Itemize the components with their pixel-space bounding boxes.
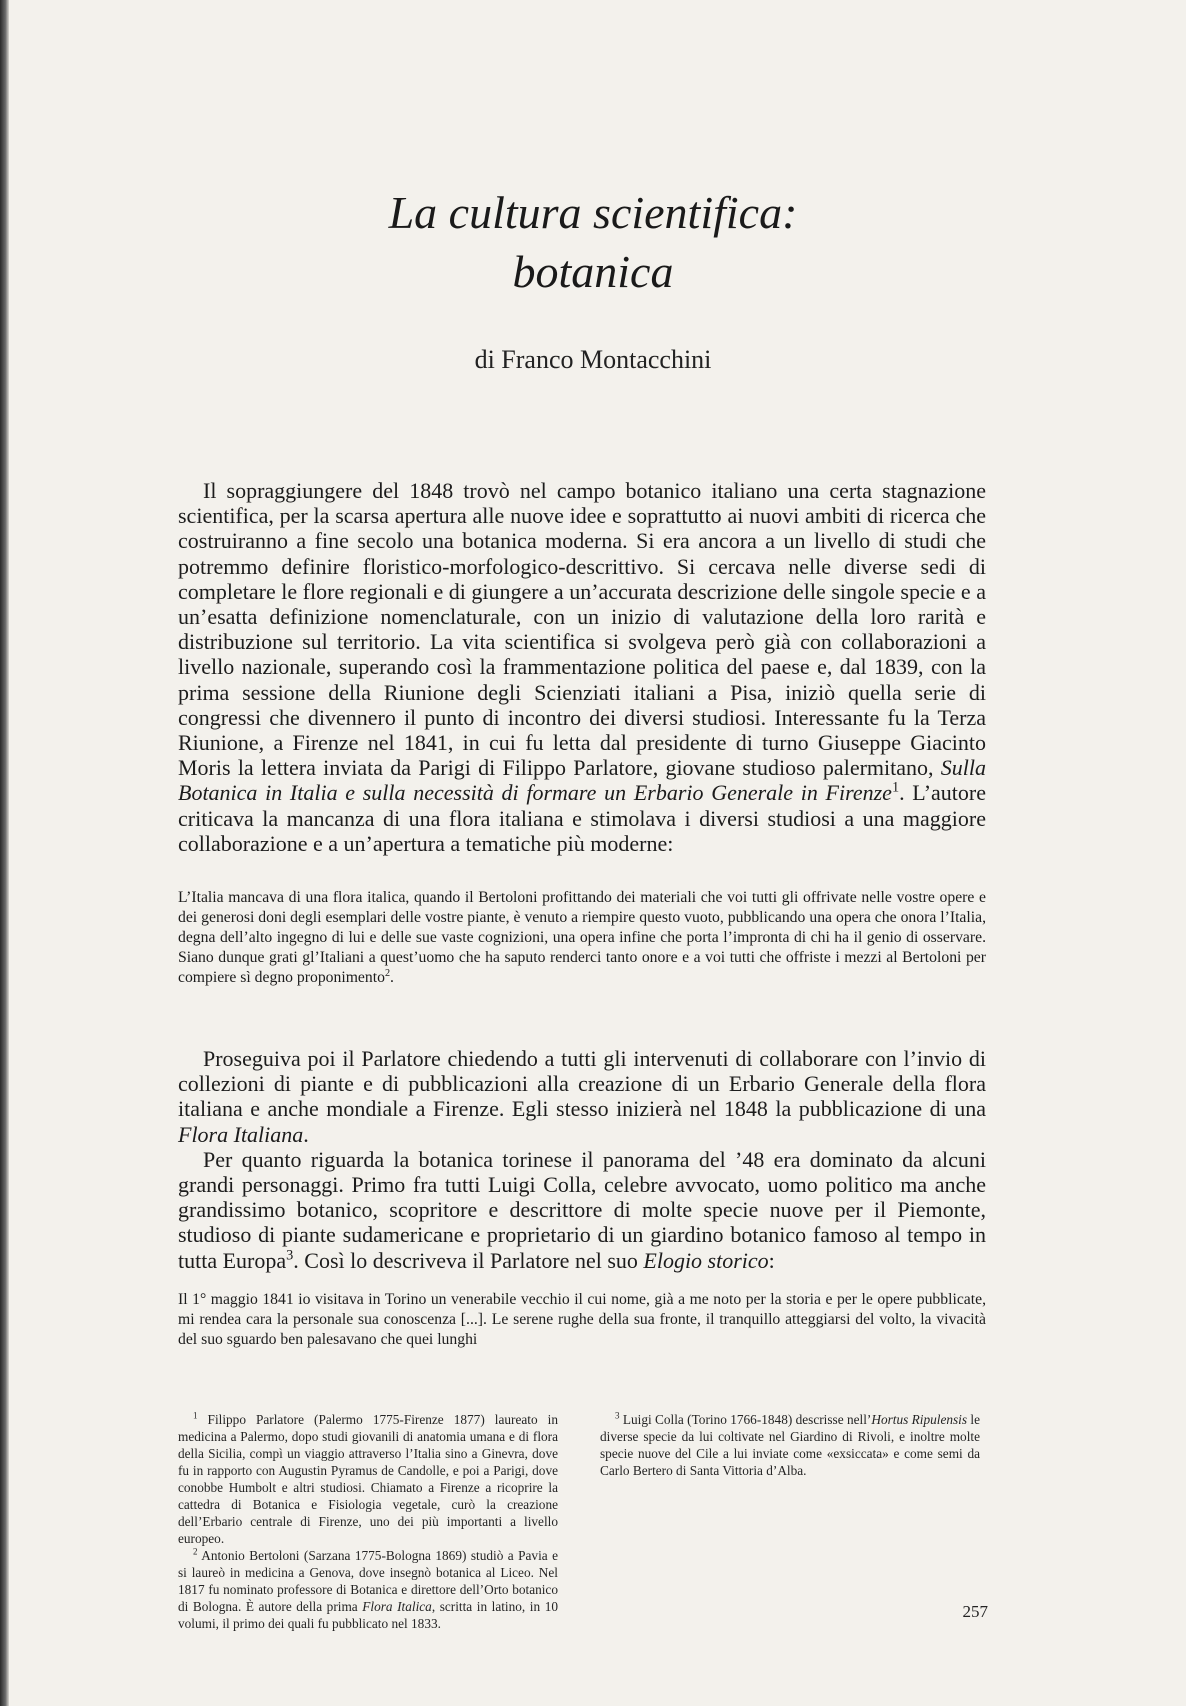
- parlatore-letter-title: Sulla Botanica in Italia e sulla necessità di formare un Erbario Generale in Firenze: [178, 755, 987, 806]
- footnote-3: [600, 1411, 980, 1479]
- body-paragraph-2: [178, 1046, 986, 1273]
- paragraph-1-text-b: . L’autore criticava la mancanza di una flora italiana e stimolava i diversi studiosi a una maggiore collaborazione e a un’apertura a tematiche più moderne:: [178, 780, 987, 856]
- paragraph-2-end: .: [303, 1121, 309, 1147]
- hortus-ripulensis-title: Hortus Ripulensis: [871, 1412, 968, 1427]
- author-byline: di Franco Montacchini: [474, 345, 712, 374]
- footnote-2-text-a: Antonio Bertoloni (Sarzana 1775-Bologna 1869) studiò a Pavia e si laureò in medicina a Genova, dove insegnò botanica al Liceo. Nel 1817 fu nominato professore di Botanica e direttore dell’Orto botanico di Bologna. È autore della prima: [178, 1548, 559, 1614]
- note-ref-2: 2: [384, 967, 391, 979]
- quote-1-text: L’Italia mancava di una flora italica, quando il Bertoloni profittando dei materiali che voi tutti gli offrivate nelle vostre opere e dei generosi doni degli esemplari delle vostre piante, è venuto a riempire questo vuoto, pubblicando una opera che onora l’Italia, degna dell’alto ingegno di lui e delle sue vaste cognizioni, una opera infine che porta l’impronta di chi ha il genio di osservare. Siano dunque grati gl’Italiani a quest’uomo che ha saputo renderci tanto onore e a voi tutti che offriste i mezzi al Bertoloni per compiere sì degno proponimento: [178, 889, 986, 986]
- body-paragraph-3: [178, 1147, 986, 1273]
- body-paragraph-1: [178, 478, 986, 856]
- footnote-2-text-b: , scritta in latino, in 10 volumi, il primo dei quali fu pubblicato nel 1833.: [178, 1599, 558, 1631]
- title-line-1: La cultura scientifica:: [388, 187, 798, 238]
- footnotes-left-column: [178, 1411, 558, 1632]
- block-quote-1: [178, 888, 986, 988]
- title-line-2: botanica: [512, 246, 674, 297]
- note-ref-1: 1: [891, 780, 900, 797]
- paragraph-1-text-a: Il sopraggiungere del 1848 trovò nel campo botanico italiano una certa stagnazione scientifica, per la scarsa apertura alle nuove idee e soprattutto ai nuovi ambiti di ricerca che costruiranno a fine secolo una botanica moderna. Si era ancora a un livello di studi che potremmo definire floristico-morfologico-descrittivo. Si cercava nelle diverse sedi di completare le flore regionali e di giungere a un’accurata descrizione delle singole specie e a un’esatta definizione nomenclaturale, con un inizio di valutazione della loro rarità e distribuzione sul territorio. La vita scientifica si svolgeva però già con collaborazioni a livello nazionale, superando così la frammentazione politica del paese e, dal 1839, con la prima sessione della Riunione degli Scienziati italiani a Pisa, iniziò quella serie di congressi che divennero il punto di incontro dei diversi studiosi. Interessante fu la Terza Riunione, a Firenze nel 1841, in cui fu letta dal presidente di turno Giuseppe Giacinto Moris la lettera inviata da Parigi di Filippo Parlatore, giovane studioso palermitano,: [178, 478, 986, 781]
- footnote-1-number: 1: [193, 1410, 198, 1421]
- paragraph-3-end: :: [768, 1247, 775, 1273]
- footnote-3-text-a: Luigi Colla (Torino 1766-1848) descrisse nell’: [622, 1412, 872, 1427]
- chapter-title: [0, 183, 1186, 301]
- paragraph-3-text-b: . Così lo descriveva il Parlatore nel suo: [293, 1247, 638, 1273]
- footnote-3-text-b: le diverse specie da lui coltivate nel Giardino di Rivoli, e inoltre molte specie nuove del Cile a lui inviate come «exsiccata» e come semi da Carlo Bertero di Santa Vittoria d’Alba.: [600, 1412, 980, 1478]
- footnote-2: [178, 1547, 558, 1632]
- paragraph-2-text: Proseguiva poi il Parlatore chiedendo a tutti gli intervenuti di collaborare con l’invio di collezioni di piante e di pubblicazioni alla creazione di un Erbario Generale della flora italiana e anche mondiale a Firenze. Egli stesso inizierà nel 1848 la pubblicazione di una: [178, 1046, 986, 1122]
- footnote-1-text: Filippo Parlatore (Palermo 1775-Firenze 1877) laureato in medicina a Palermo, dopo studi giovanili di anatomia umana e di flora della Sicilia, compì un viaggio attraverso l’Italia sino a Ginevra, dove fu in rapporto con Augustin Pyramus de Candolle, e poi a Parigi, dove conobbe Humbolt e altri studiosi. Chiamato a Firenze a ricoprire la cattedra di Botanica e Fisiologia vegetale, curò la creazione dell’Erbario centrale di Firenze, uno dei più importanti a livello europeo.: [178, 1412, 558, 1546]
- flora-italica-title: Flora Italica: [362, 1599, 432, 1614]
- footnotes-right-column: [600, 1411, 980, 1479]
- footnote-1: [178, 1411, 558, 1547]
- page-number: 257: [962, 1602, 988, 1621]
- quote-1-end: .: [390, 969, 394, 986]
- block-quote-2: [178, 1290, 986, 1350]
- paragraph-3-text-a: Per quanto riguarda la botanica torinese il panorama del ’48 era dominato da alcuni grandi personaggi. Primo fra tutti Luigi Colla, celebre avvocato, uomo politico ma anche grandissimo botanico, scopritore e descrittore di molte specie nuove per il Piemonte, studioso di piante sudamericane e proprietario di un giardino botanico famoso al tempo in tutta Europa: [178, 1146, 986, 1273]
- note-ref-3: 3: [286, 1247, 294, 1264]
- elogio-storico-title: Elogio storico: [643, 1247, 769, 1273]
- quote-2-text: Il 1° maggio 1841 io visitava in Torino un venerabile vecchio il cui nome, già a me noto per la storia e per le opere pubblicate, mi rendea cara la personale sua conoscenza [...]. Le serene rughe della sua fronte, il tranquillo atteggiarsi del volto, la vivacità del suo sguardo ben palesavano che quei lunghi: [178, 1291, 986, 1348]
- footnote-2-number: 2: [193, 1546, 198, 1557]
- flora-italiana-title: Flora Italiana: [178, 1121, 304, 1147]
- footnote-3-number: 3: [615, 1410, 620, 1421]
